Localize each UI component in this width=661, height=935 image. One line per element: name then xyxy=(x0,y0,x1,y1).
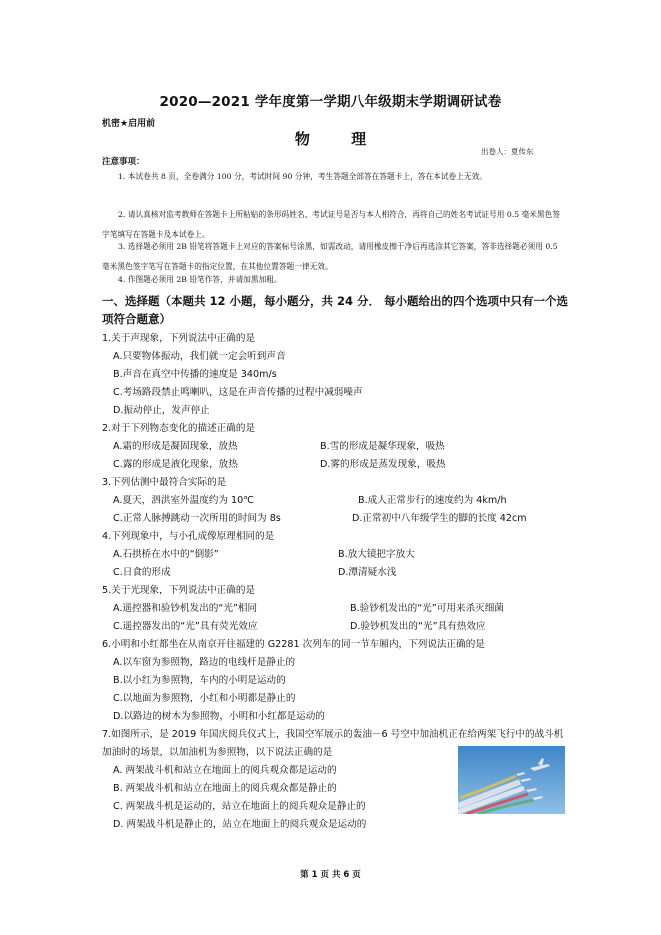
question-option: D.振动停止，发声停止 xyxy=(113,405,210,416)
question-option: B.放大镜把字放大 xyxy=(338,549,415,560)
question-option: D.以路边的树木为参照物，小明和小红都是运动的 xyxy=(113,711,325,722)
question-option: D. 两架战斗机是静止的，站立在地面上的阅兵观众是运动的 xyxy=(113,819,367,830)
subject-title: 物 理 xyxy=(294,130,385,148)
question-option: C.露的形成是液化现象，放热 xyxy=(113,459,238,470)
question-option: B.雪的形成是凝华现象，吸热 xyxy=(320,441,445,452)
question-option: A.只要物体振动，我们就一定会听到声音 xyxy=(113,351,286,362)
question-option: B. 两架战斗机和站立在地面上的阅兵观众都是静止的 xyxy=(113,783,337,794)
question-stem: 6.小明和小红都坐在从南京开往福建的 G2281 次列车的同一节车厢内，下列说法正确的是 xyxy=(102,639,485,650)
note-item: 3. 选择题必须用 2B 铅笔将答题卡上对应的答案标号涂黑，如需改动，请用橡皮擦干净后再选涂其它答案，答非选择题必须用 0.5 毫米黑色签字笔写在答题卡的指定位置，在其他位置答题一律无效。 xyxy=(102,242,558,271)
note-item: 2. 请认真核对监考教师在答题卡上所粘贴的条形码姓名、考试证号是否与本人相符合，再将自己的姓名考试证号用 0.5 毫米黑色签字笔填写在答题卡及本试卷上。 xyxy=(102,210,561,239)
question-option: A.以车窗为参照物，路边的电线杆是静止的 xyxy=(113,657,296,668)
notes-heading: 注意事项： xyxy=(102,157,145,167)
question-option: D.雾的形成是蒸发现象，吸热 xyxy=(320,459,446,470)
section-heading: 一、选择题（本题共 12 小题，每小题分，共 24 分． 每小题给出的四个选项中只有一个选项符合题意） xyxy=(102,294,569,326)
question-option: C. 两架战斗机是运动的，站立在地面上的阅兵观众是静止的 xyxy=(113,801,366,812)
question-stem: 3.下列估测中最符合实际的是 xyxy=(102,477,227,488)
question-option: A.夏天，泗洪室外温度约为 10℃ xyxy=(113,495,255,506)
question-stem: 7.如图所示，是 2019 年国庆阅兵仪式上，我国空军展示的轰油－6 号空中加油机正在给两架飞行中的战斗机加油时的场景，以加油机为参照物，以下说法正确的是 xyxy=(102,729,564,758)
note-item: 4. 作图题必须用 2B 铅笔作答，并请加黑加粗。 xyxy=(118,275,282,284)
note-item: 1. 本试卷共 8 页，全卷满分 100 分，考试时间 90 分钟，考生答题全部答在答题卡上，答在本试卷上无效。 xyxy=(118,172,487,181)
author-label: 出卷人：夏传东 xyxy=(481,147,534,156)
question-option: A.遥控器和验钞机发出的“光”相同 xyxy=(113,603,258,614)
question-option: B.成人正常步行的速度约为 4km/h xyxy=(358,495,507,506)
question-option: D.验钞机发出的“光”具有热效应 xyxy=(350,621,486,632)
question-option: C.以地面为参照物，小红和小明都是静止的 xyxy=(113,693,296,704)
question-option: C.日食的形成 xyxy=(113,567,171,578)
question-stem: 1.关于声现象，下列说法中正确的是 xyxy=(102,333,256,344)
aircraft-refueling-photo xyxy=(458,746,565,814)
question-option: D.潭清疑水浅 xyxy=(338,567,397,578)
question-option: C.遥控器发出的“光”具有荧光效应 xyxy=(113,621,258,632)
question-stem: 4.下列现象中，与小孔成像原理相同的是 xyxy=(102,531,275,542)
confidential-label: 机密★启用前 xyxy=(102,119,156,129)
page-footer: 第 1 页 共 6 页 xyxy=(300,870,361,880)
question-option: A. 两架战斗机和站立在地面上的阅兵观众都是运动的 xyxy=(113,765,337,776)
question-option: B.验钞机发出的“光”可用来杀灭细菌 xyxy=(350,603,504,614)
exam-title: 2020—2021 学年度第一学期八年级期末学期调研试卷 xyxy=(159,94,502,110)
question-option: A.霜的形成是凝固现象，放热 xyxy=(113,441,238,452)
question-option: C.正常人脉搏跳动一次所用的时间为 8s xyxy=(113,513,281,524)
question-option: C.考场路段禁止鸣喇叭，这是在声音传播的过程中减弱噪声 xyxy=(113,387,363,398)
question-option: A.石拱桥在水中的“倒影” xyxy=(113,549,219,560)
question-option: B.声音在真空中传播的速度是 340m/s xyxy=(113,369,277,380)
question-option: B.以小红为参照物，车内的小明是运动的 xyxy=(113,675,286,686)
question-stem: 2.对于下列物态变化的描述正确的是 xyxy=(102,423,256,434)
question-stem: 5.关于光现象，下列说法中正确的是 xyxy=(102,585,256,596)
question-option: D.正常初中八年级学生的脚的长度 42cm xyxy=(352,513,527,524)
